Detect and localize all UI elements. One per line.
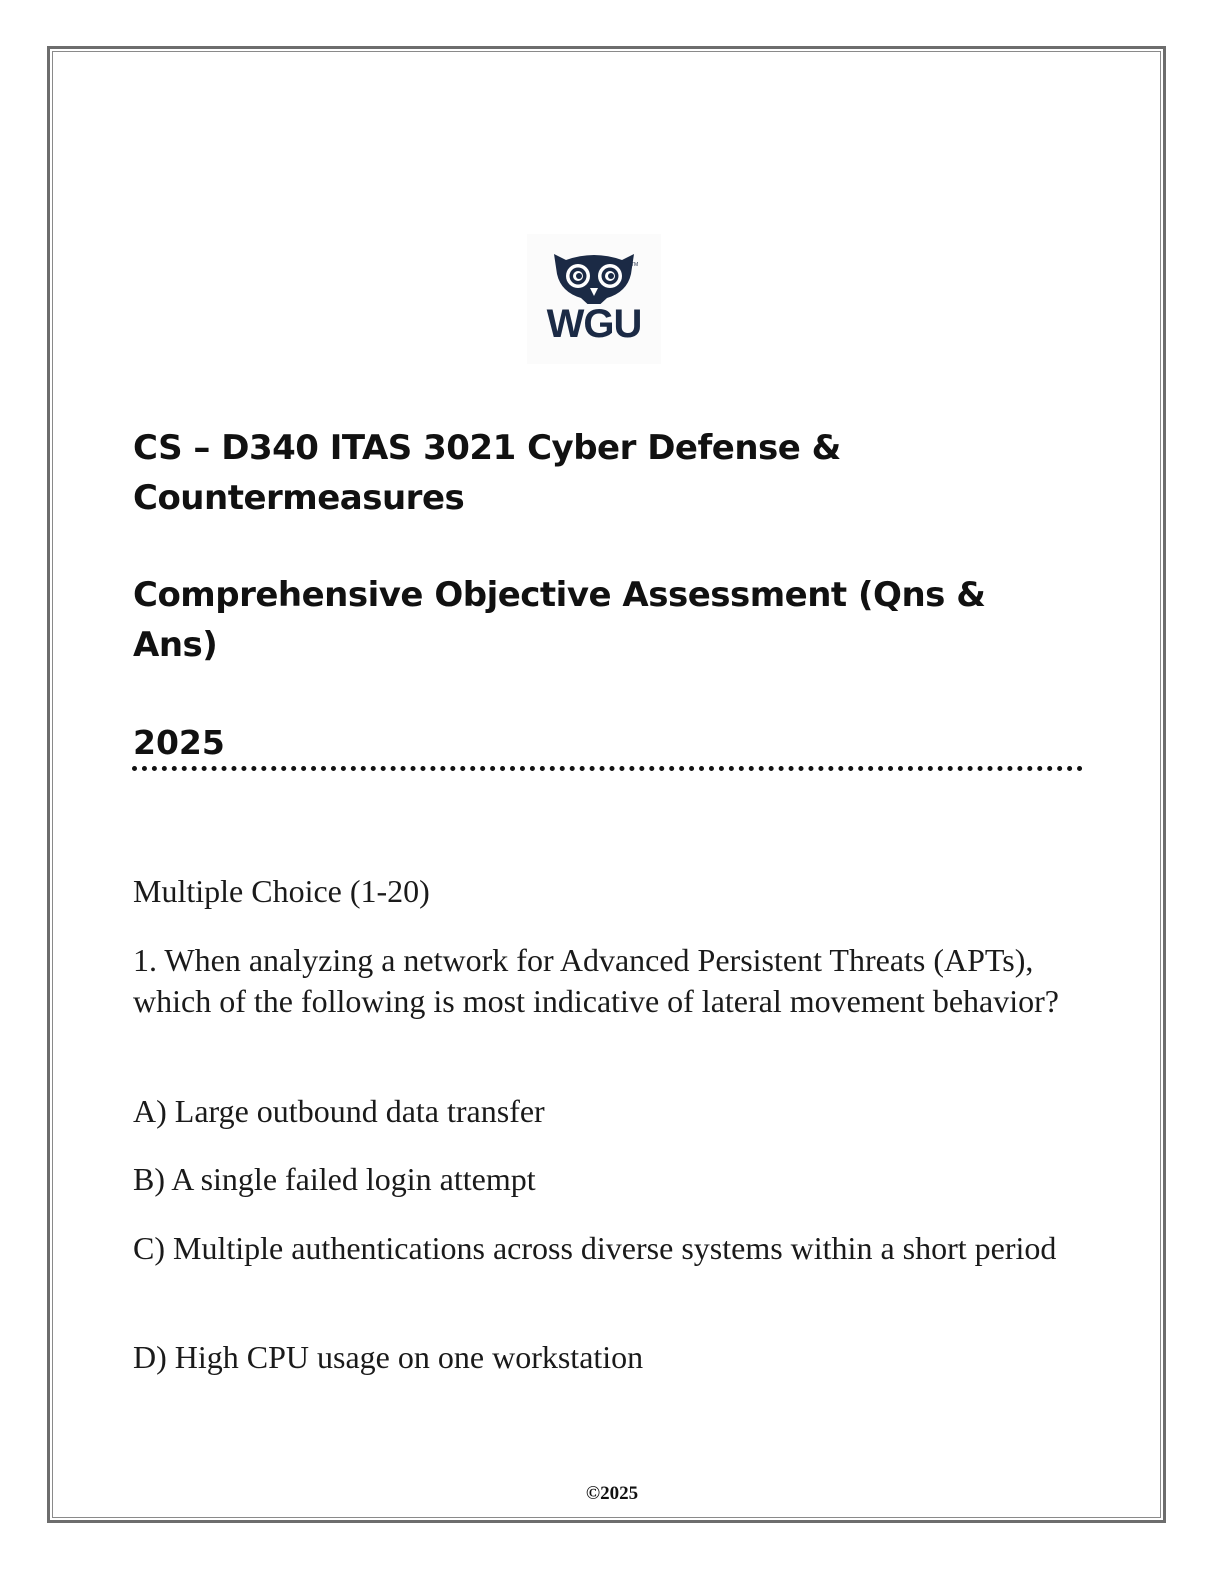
wgu-logo	[527, 234, 661, 364]
copyright-footer: ©2025	[585, 1483, 639, 1504]
question-text: 1. When analyzing a network for Advanced Persistent Threats (APTs), which of the following is most indicative of lateral movement behavior?	[133, 942, 1059, 1019]
course-title: CS – D340 ITAS 3021 Cyber Defense & Countermeasures	[133, 428, 841, 518]
svg-text:TM: TM	[631, 262, 639, 268]
answer-option-c: C) Multiple authentications across diverse systems within a short period	[133, 1230, 1057, 1266]
section-heading: Multiple Choice (1-20)	[133, 873, 430, 909]
dotted-divider	[132, 766, 1083, 771]
assessment-title: Comprehensive Objective Assessment (Qns & Ans)	[133, 575, 986, 665]
answer-option-a: A) Large outbound data transfer	[133, 1093, 545, 1129]
wgu-logo-text: WGU	[546, 302, 642, 346]
answer-option-d: D) High CPU usage on one workstation	[133, 1339, 644, 1375]
year-label: 2025	[133, 723, 225, 762]
owl-icon	[527, 234, 661, 304]
answer-option-b: B) A single failed login attempt	[133, 1161, 536, 1197]
